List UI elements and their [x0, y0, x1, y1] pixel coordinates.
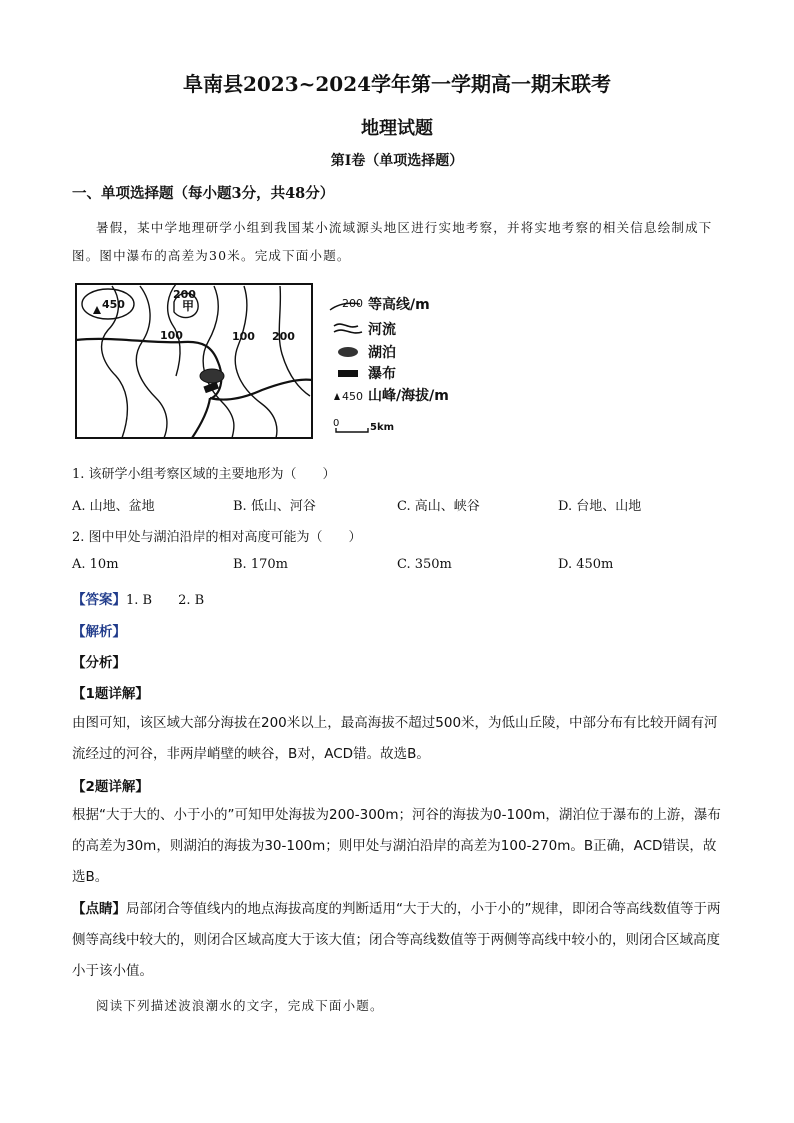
fenxi-tag: 【分析】: [72, 655, 126, 671]
map-label-200-top: 200: [173, 288, 196, 301]
map-label-100-mid: 100: [232, 330, 255, 343]
legend-waterfall-symbol: [338, 370, 358, 377]
subject-title: 地理试题: [361, 118, 433, 139]
legend-river-symbol: [334, 324, 362, 333]
map-label-jia: 甲: [182, 299, 195, 313]
section-heading: 一、单项选择题（每小题3分，共48分）: [72, 185, 335, 202]
question-2-option-b: B. 170m: [233, 557, 288, 572]
question-1-option-a: A. 山地、盆地: [72, 499, 155, 514]
legend-scale-end: 5km: [370, 422, 395, 433]
legend-scale-bar: [336, 428, 368, 432]
question-1-option-d: D. 台地、山地: [558, 499, 642, 514]
legend-scale-start: 0: [333, 418, 340, 429]
question-2-stem: 2. 图中甲处与湖泊沿岸的相对高度可能为（ ）: [72, 530, 362, 545]
question-1-option-c: C. 高山、峡谷: [397, 499, 480, 514]
question-2-option-d: D. 450m: [558, 557, 614, 572]
legend-lake-symbol: [338, 347, 358, 357]
map-label-100-left: 100: [160, 329, 183, 342]
map-legend: [330, 296, 449, 433]
answer-tag: 【答案】: [72, 592, 126, 608]
paper-part-title: 第Ⅰ卷（单项选择题）: [330, 153, 464, 169]
answer-value: 1. B 2. B: [126, 593, 205, 608]
legend-peak-symbol: [334, 393, 340, 400]
exam-title: 阜南县2023~2024学年第一学期高一期末联考: [182, 72, 612, 96]
legend-waterfall-label: 瀑布: [368, 366, 396, 382]
tip-text: 局部闭合等值线内的地点海拔高度的判断适用“大于大的，小于小的”规律，即闭合等高线数值等于两侧等高线中较大的，则闭合区域高度大于该大值；闭合等高线数值等于两侧等高线中较小的，则闭合区域高度小于该小值。: [72, 901, 721, 979]
contour-map-figure: [72, 280, 492, 440]
question-intro: 暑假，某中学地理研学小组到我国某小流域源头地区进行实地考察，并将实地考察的相关信息绘制成下图。图中瀑布的高差为30米。完成下面小题。: [72, 220, 713, 263]
question-2-option-c: C. 350m: [397, 557, 452, 572]
analysis-tag: 【解析】: [72, 624, 126, 640]
answer-row: [72, 588, 204, 608]
legend-lake-label: 湖泊: [368, 345, 396, 361]
closing-instruction: 阅读下列描述波浪潮水的文字，完成下面小题。: [96, 998, 384, 1013]
detail-1-text: 由图可知，该区域大部分海拔在200米以上，最高海拔不超过500米，为低山丘陵，中部分布有比较开阔有河流经过的河谷，非两岸峭壁的峡谷，B对，ACD错。故选B。: [72, 715, 718, 762]
question-1-stem: 1. 该研学小组考察区域的主要地形为（ ）: [72, 467, 336, 482]
map-label-200-right: 200: [272, 330, 295, 343]
legend-peak-label: 山峰/海拔/m: [368, 388, 449, 404]
question-2-option-a: A. 10m: [72, 557, 119, 572]
detail-2-tag: 【2题详解】: [72, 779, 149, 795]
lake-symbol: [200, 369, 224, 383]
map-label-peak: 450: [102, 298, 125, 311]
legend-contour-value: 200: [342, 297, 363, 310]
legend-contour-label: 等高线/m: [368, 297, 430, 313]
legend-peak-value: 450: [342, 390, 363, 403]
legend-river-label: 河流: [368, 322, 396, 338]
tip-tag: 【点睛】: [72, 901, 126, 917]
detail-1-tag: 【1题详解】: [72, 686, 149, 702]
detail-2-text: 根据“大于大的、小于小的”可知甲处海拔为200-300m；河谷的海拔为0-100m，湖泊位于瀑布的上游，瀑布的高差为30m，则湖泊的海拔为30-100m；则甲处与湖泊沿岸的高差为100-270m。B正确，ACD错误，故选B。: [72, 807, 721, 885]
tip-block: [72, 894, 724, 987]
question-1-option-b: B. 低山、河谷: [233, 499, 316, 514]
